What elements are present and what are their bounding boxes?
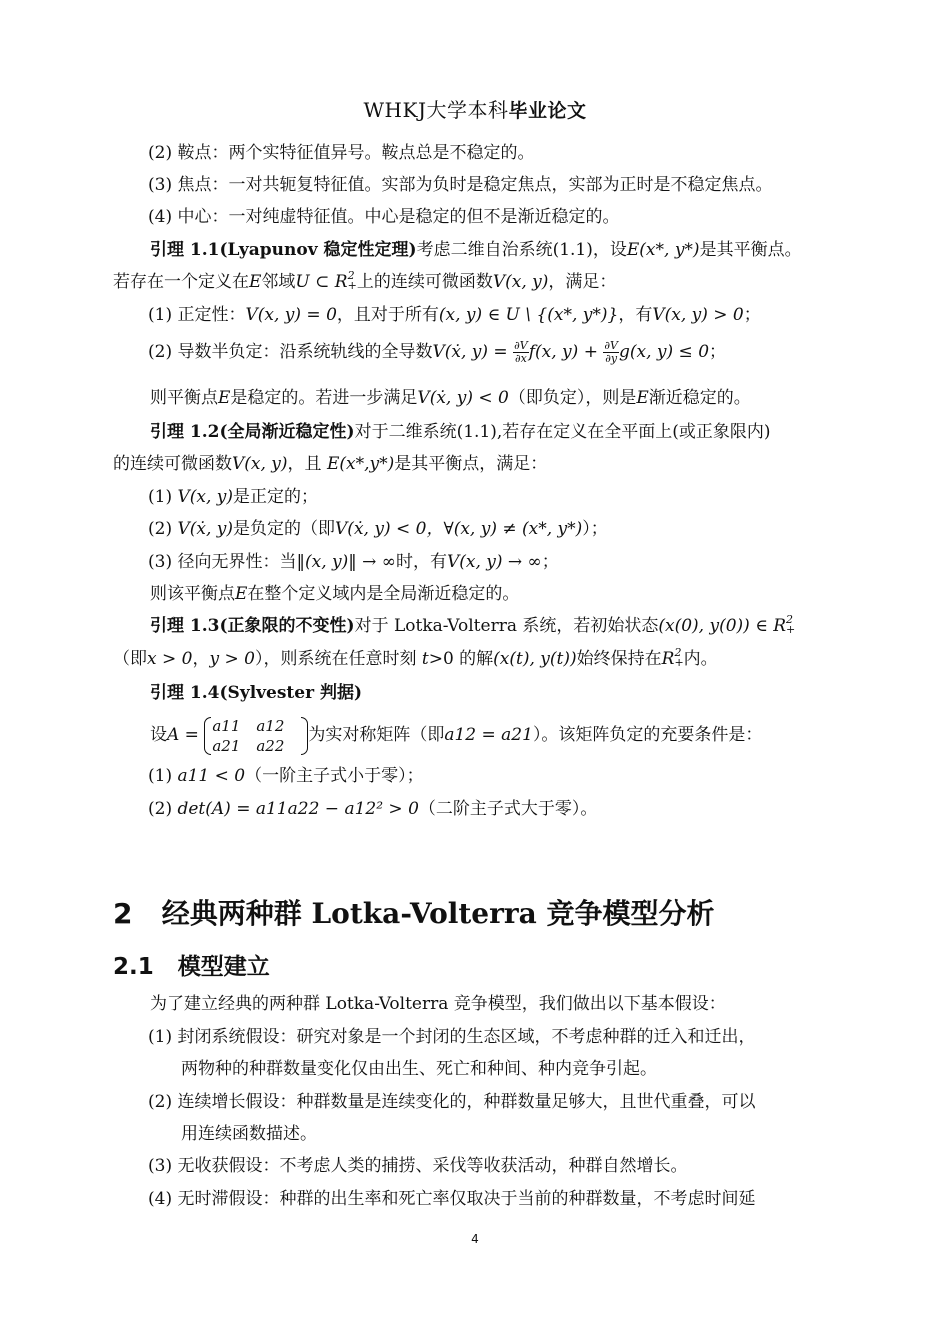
text: (1) xyxy=(148,487,178,507)
math: y > 0 xyxy=(209,649,255,669)
matrix-a xyxy=(204,716,308,756)
text: ； xyxy=(743,305,761,325)
matrix-entry: a21 xyxy=(212,736,241,755)
math: x > 0 xyxy=(147,649,193,669)
fraction xyxy=(603,340,619,365)
superscript: 2 xyxy=(347,269,355,282)
text: (2) 导数半负定：沿系统轨线的全导数 xyxy=(148,342,433,362)
section-heading xyxy=(113,892,715,932)
text: 若存在一个定义在 xyxy=(113,272,249,292)
text: （即 xyxy=(113,649,147,669)
text: ，且 xyxy=(287,454,327,474)
math: V(x, y) → ∞ xyxy=(446,552,542,572)
text-line xyxy=(113,270,616,294)
text-line xyxy=(113,647,718,671)
math: E xyxy=(218,388,231,408)
lemma-1-3-line xyxy=(150,614,795,638)
math: V(ẋ, y) < 0 xyxy=(417,388,509,408)
math: a12 = a21 xyxy=(444,725,533,745)
text: 是正定的； xyxy=(233,487,319,507)
math: E xyxy=(249,272,262,292)
math: E xyxy=(235,584,248,604)
lemma-title: 引理 1.2(全局渐近稳定性) xyxy=(150,422,355,442)
text-line xyxy=(148,340,726,365)
text: 是其平衡点。 xyxy=(699,240,802,260)
text: 设 xyxy=(150,725,167,745)
subsection-title: 模型建立 xyxy=(177,954,270,980)
math: A = xyxy=(167,725,199,745)
math: V(x, y) xyxy=(177,487,234,507)
text: (1) xyxy=(148,766,178,786)
subscript: + xyxy=(347,279,357,292)
math: a11 < 0 xyxy=(177,766,246,786)
text: (2) xyxy=(148,519,178,539)
math: (x(0), y(0)) ∈ R xyxy=(658,616,786,636)
text-line xyxy=(148,303,761,327)
text: 时，有 xyxy=(395,552,447,572)
section-number: 2 xyxy=(113,897,133,930)
text-line: (2) 连续增长假设：种群数量是连续变化的，种群数量足够大，且世代重叠，可以 xyxy=(148,1092,756,1112)
superscript: 2 xyxy=(674,646,682,659)
subsection-heading xyxy=(113,948,270,981)
text: 内。 xyxy=(683,649,718,669)
text: 邻域 xyxy=(261,272,296,292)
math: (x, y) ∈ U \ {(x*, y*)} xyxy=(438,305,619,325)
text: 是稳定的。若进一步满足 xyxy=(230,388,418,408)
math: E(x*, y*) xyxy=(626,240,700,260)
text: 渐近稳定的。 xyxy=(648,388,751,408)
text: ， xyxy=(192,649,210,669)
text-line xyxy=(148,517,608,541)
text-line: (4) 中心：一对纯虚特征值。中心是稳定的但不是渐近稳定的。 xyxy=(148,207,620,227)
text: (1) 正定性： xyxy=(148,305,246,325)
text: 考虑二维自治系统(1.1)，设 xyxy=(416,240,627,260)
math: V(x, y) > 0 xyxy=(652,305,744,325)
subscript: + xyxy=(786,623,796,636)
text: 上的连续可微函数 xyxy=(356,272,493,292)
denominator: ∂y xyxy=(605,352,618,365)
text-line xyxy=(148,485,318,509)
fraction xyxy=(513,340,529,365)
lemma-title: 引理 1.3(正象限的不变性) xyxy=(150,616,355,636)
text: ； xyxy=(541,552,559,572)
text: （即负定），则是 xyxy=(508,388,637,408)
math: ‖(x, y)‖ → ∞ xyxy=(296,552,396,572)
section-title: 竞争模型分析 xyxy=(536,897,715,930)
math: det(A) = a11a22 − a12² > 0 xyxy=(177,799,419,819)
math: g(x, y) ≤ 0 xyxy=(619,342,710,362)
math: t xyxy=(421,649,429,669)
math: f(x, y) + xyxy=(528,342,598,362)
header-title-a: WHKJ大学本科 xyxy=(363,98,509,122)
subscript: + xyxy=(674,656,684,669)
lemma-1-1-line xyxy=(150,238,802,262)
text-line: 用连续函数描述。 xyxy=(181,1124,317,1144)
math: E(x*,y*) xyxy=(326,454,395,474)
section-title: 经典两种群 xyxy=(161,897,312,930)
text-line xyxy=(148,764,424,788)
lemma-1-4-title: 引理 1.4(Sylvester 判据) xyxy=(150,683,363,703)
numerator: ∂V xyxy=(514,339,528,352)
matrix-entry: a22 xyxy=(256,736,285,755)
math: V(ẋ, y) = xyxy=(432,342,508,362)
text: 的连续可微函数 xyxy=(113,454,232,474)
text-line: (4) 无时滞假设：种群的出生率和死亡率仅取决于当前的种群数量，不考虑时间延 xyxy=(148,1189,756,1209)
text-line: 为了建立经典的两种群 Lotka-Volterra 竞争模型，我们做出以下基本假设： xyxy=(150,994,726,1014)
text: ）； xyxy=(582,519,608,539)
math: V(x, y) xyxy=(232,454,288,474)
lemma-title: 引理 1.1(Lyapunov 稳定性定理) xyxy=(150,240,417,260)
section-title: Lotka-Volterra xyxy=(311,897,537,930)
matrix-entry: a12 xyxy=(256,716,285,735)
superscript: 2 xyxy=(786,613,793,626)
running-header xyxy=(0,94,950,123)
text: （一阶主子式小于零）； xyxy=(245,766,424,786)
text-line xyxy=(148,797,597,821)
denominator: ∂x xyxy=(514,352,527,365)
text: ，有 xyxy=(618,305,653,325)
text: ，且对于所有 xyxy=(336,305,439,325)
text: >0 的解 xyxy=(428,649,494,669)
text: ），则系统在任意时刻 xyxy=(254,649,422,669)
matrix-line xyxy=(150,714,762,756)
text: ，满足： xyxy=(548,272,617,292)
text: ）。该矩阵负定的充要条件是： xyxy=(532,725,763,745)
math: V(x, y) xyxy=(492,272,549,292)
text: ； xyxy=(709,342,727,362)
math: V(x, y) = 0 xyxy=(245,305,337,325)
text-line xyxy=(150,582,519,606)
math: R xyxy=(661,649,675,669)
text-line xyxy=(150,386,751,410)
lemma-1-2-line xyxy=(150,420,771,444)
text-line xyxy=(113,452,547,476)
text-line: (3) 无收获假设：不考虑人类的捕捞、采伐等收获活动，种群自然增长。 xyxy=(148,1156,688,1176)
text: 始终保持在 xyxy=(576,649,662,669)
text-line xyxy=(148,550,559,574)
text: 是其平衡点，满足： xyxy=(394,454,548,474)
text-line: (3) 焦点：一对共轭复特征值。实部为负时是稳定焦点，实部为正时是不稳定焦点。 xyxy=(148,175,773,195)
subsection-number: 2.1 xyxy=(113,954,154,980)
matrix-entry: a11 xyxy=(212,716,241,735)
header-title-b: 毕业论文 xyxy=(508,100,587,122)
text: （二阶主子式大于零）。 xyxy=(418,799,598,819)
text: 为实对称矩阵（即 xyxy=(308,725,445,745)
page-number: 4 xyxy=(471,1232,479,1246)
numerator: ∂V xyxy=(604,339,618,352)
text-line: 两物种的种群数量变化仅由出生、死亡和种间、种内竞争引起。 xyxy=(181,1059,657,1079)
math: V(ẋ, y) < 0，∀(x, y) ≠ (x*, y*) xyxy=(335,519,583,539)
math: (x(t), y(t)) xyxy=(493,649,577,669)
text: 对于 Lotka-Volterra 系统，若初始状态 xyxy=(354,616,659,636)
text: (2) xyxy=(148,799,178,819)
text: 是负定的（即 xyxy=(233,519,336,539)
text: 对于二维系统(1.1),若存在定义在全平面上(或正象限内) xyxy=(354,422,771,442)
text: 则平衡点 xyxy=(150,388,218,408)
text-line: (2) 鞍点：两个实特征值异号。鞍点总是不稳定的。 xyxy=(148,143,535,163)
math: E xyxy=(636,388,649,408)
text: (3) 径向无界性：当 xyxy=(148,552,297,572)
text-line: (1) 封闭系统假设：研究对象是一个封闭的生态区域，不考虑种群的迁入和迁出， xyxy=(148,1027,756,1047)
math: U ⊂ R xyxy=(295,272,348,292)
math: V(ẋ, y) xyxy=(177,519,234,539)
text: 在整个定义域内是全局渐近稳定的。 xyxy=(247,584,520,604)
text: 则该平衡点 xyxy=(150,584,235,604)
